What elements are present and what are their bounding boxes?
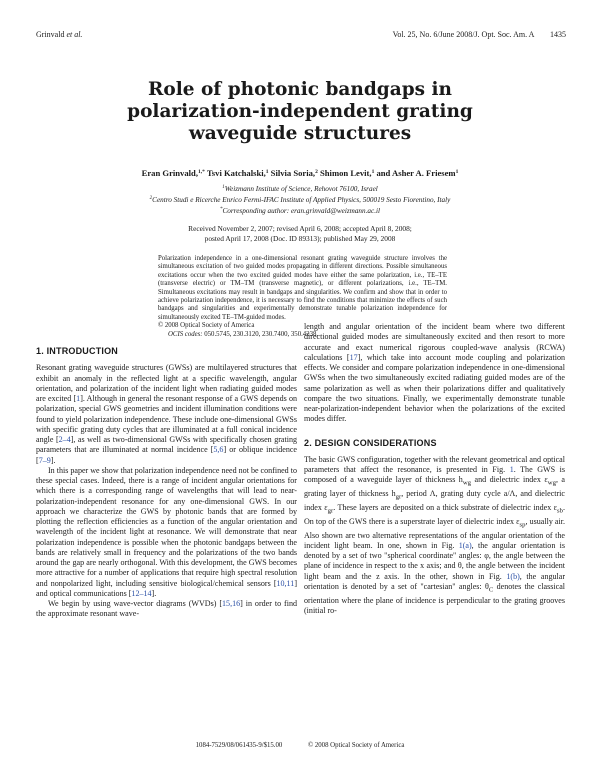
affiliation-line bbox=[0, 194, 600, 205]
paragraph bbox=[304, 455, 565, 617]
ocis-values: 050.5745, 230.3120, 230.7400, 350.4238. bbox=[204, 330, 319, 338]
subscript: wg bbox=[547, 479, 556, 487]
text-run: ]. Although in general the resonant response of a GWS depends on polarization, special GWS geometries and incident illumination conditions were found to yield polarization independence. These include one-dimensional GWSs with specific grating duty cycles that are illuminated at a full conical incidence angle [ bbox=[36, 394, 297, 444]
subscript: sb bbox=[557, 507, 563, 515]
affiliation-text: Centro Studi e Ricerche Enrico Fermi-IFAC Institute of Applied Physics, 500019 Sesto Fiorentino, Italy bbox=[152, 196, 451, 204]
text-run: ]. bbox=[151, 588, 157, 598]
text-run: ] in order to find the approximate resonant wave- bbox=[36, 599, 297, 619]
page-number: 1435 bbox=[550, 30, 566, 39]
text-run: , the angular orientation is denoted by a set of two "spherical coordinate" angles: φ, the angle between the plane of incidence in respect to the x axis; and θ, the angle between the incident light beam and the z axis. In the other, shown in Fig. bbox=[304, 540, 565, 581]
text-run: . These layers are deposited on a thick substrate of dielectric index ε bbox=[333, 502, 558, 512]
ref-link[interactable]: 12–14 bbox=[131, 588, 152, 598]
history-dates bbox=[0, 224, 600, 244]
author-list bbox=[0, 168, 600, 178]
abstract-text: Polarization independence in a one-dimensional resonant grating waveguide structure involves the simultaneous excitation of two guided modes propagating in different directions. Possible simultaneous excitations occur when the two excited guided modes have either the same polarization, i.e., TE–TE (transverse electric) or TM–TM (transverse magnetic), or different polarizations, i.e., TE–TM. Simultaneous excitations may result in bandgaps and singularities. We confirm and show that in order to achieve polarization independence, it is necessary to find the conditions that minimize the effects of such bandgaps and singularities and experimentally demonstrate tunable polarization independence for simultaneously excited TE–TM-guided modes. bbox=[158, 255, 447, 321]
ref-link[interactable]: 10,11 bbox=[276, 578, 295, 588]
paragraph bbox=[36, 599, 297, 620]
author-name: Asher A. Friesem bbox=[392, 168, 456, 178]
title-line: waveguide structures bbox=[188, 123, 412, 144]
text-run: ], as well as two-dimensional GWSs with specifically chosen grating parameters that are illuminated at normal incidence [ bbox=[36, 435, 298, 455]
author-affil-mark: 1,* bbox=[197, 169, 205, 175]
ref-link[interactable]: 7–9 bbox=[38, 455, 51, 465]
author-affil-mark: 1 bbox=[455, 169, 459, 175]
text-run: . The GWS is composed of a waveguide layer of thickness h bbox=[304, 465, 565, 485]
affil-mark: * bbox=[220, 207, 223, 212]
author-name: Shimon Levit, bbox=[320, 168, 372, 178]
footer-copyright: © 2008 Optical Society of America bbox=[308, 742, 405, 749]
ocis-label: OCIS codes: bbox=[168, 330, 203, 338]
dates-line: posted April 17, 2008 (Doc. ID 89313); published May 29, 2008 bbox=[204, 234, 396, 243]
dates-line: Received November 2, 2007; revised April 6, 2008; accepted April 8, 2008; bbox=[188, 224, 412, 233]
running-head-journal bbox=[379, 30, 566, 40]
text-run: and dielectric index ε bbox=[471, 475, 548, 485]
section-heading: 2. DESIGN CONSIDERATIONS bbox=[304, 437, 437, 448]
issn-code: 1084-7529/08/061435-9/$15.00 bbox=[195, 742, 283, 749]
text-run: , a grating layer of thickness h bbox=[304, 475, 565, 499]
running-author: Grinvald bbox=[36, 30, 65, 39]
text-run: , the angular orientation is denoted by a set of "cartesian" angles: θ bbox=[304, 571, 566, 591]
author-conjunction: and bbox=[376, 168, 391, 178]
figure-link[interactable]: 1(b) bbox=[506, 571, 520, 581]
paragraph bbox=[36, 466, 297, 599]
journal-citation: Vol. 25, No. 6/June 2008/J. Opt. Soc. Am. A bbox=[392, 30, 534, 39]
author-affil-mark: 1 bbox=[265, 169, 269, 175]
title-line: polarization-independent grating bbox=[127, 101, 473, 122]
text-run: ] and optical communications [ bbox=[36, 578, 297, 598]
affiliation-text: Weizmann Institute of Science, Rehovot 76100, Israel bbox=[224, 185, 378, 193]
subscript: C bbox=[488, 586, 494, 594]
left-column bbox=[36, 346, 297, 620]
ref-link[interactable]: 15,16 bbox=[222, 599, 241, 608]
corresponding-author: Corresponding author: eran.grinvald@weizmann.ac.il bbox=[222, 207, 380, 215]
article-title bbox=[0, 79, 600, 145]
ref-link[interactable]: 5,6 bbox=[213, 445, 224, 455]
text-run: , period Λ, grating duty cycle a/Λ, and dielectric index ε bbox=[304, 489, 565, 512]
author-affil-mark: 2 bbox=[315, 169, 318, 175]
text-run: We begin by using wave-vector diagrams (WVDs) [ bbox=[48, 599, 223, 608]
author-name: Tsvi Katchalski, bbox=[206, 168, 266, 178]
title-line: Role of photonic bandgaps in bbox=[148, 79, 452, 100]
figure-link[interactable]: 1(a) bbox=[458, 540, 472, 550]
author-name: Silvia Soria, bbox=[270, 168, 316, 178]
text-run: Resonant grating waveguide structures (GWSs) are multilayered structures that exhibit an anomaly in the reflected light at a specific wavelength, angular orientation, and polarization of the incident light when radiating guided modes are excited [ bbox=[36, 363, 297, 403]
subscript: sp bbox=[519, 521, 526, 529]
affiliation-line bbox=[0, 205, 600, 216]
right-column bbox=[304, 322, 565, 616]
affil-mark: 1 bbox=[222, 185, 225, 190]
abstract-copyright: © 2008 Optical Society of America bbox=[158, 322, 255, 330]
text-run: denotes the classical orientation where the plane of incidence is perpendicular to the grating grooves (initial ro- bbox=[304, 581, 566, 616]
text-run: In this paper we show that polarization independence need not be confined to these special cases. Indeed, there is a range of incident angular orientations for which there is a corresponding range of wavelengths that will lead to near-polarization-independent resonance for any one-dimensional GWS. In our approach we characterize the GWS by photonic bands that are formed by plotting the reflection efficiencies as a function of the angular orientation and wavelength of the incident light at resonance. We will demonstrate that near polarization independence is possible when the photonic bandgaps between the bands are relatively small in frequency and the polarizations of the two bands around the gap are nearly orthogonal. With this development, the GWS becomes more attractive for a number of applications that require high spectral resolution and nonpolarized light, including sensitive biological/chemical sensors [ bbox=[36, 465, 297, 588]
paragraph bbox=[36, 363, 297, 466]
text-run: ] or oblique incidence [ bbox=[36, 445, 297, 465]
ref-link[interactable]: 2–4 bbox=[58, 435, 71, 444]
running-head-authors bbox=[36, 30, 82, 40]
ref-link[interactable]: 1 bbox=[76, 394, 81, 403]
ref-link[interactable]: 17 bbox=[349, 352, 358, 362]
text-run: ]. bbox=[50, 455, 56, 465]
page-footer bbox=[0, 742, 600, 749]
subscript: gr bbox=[395, 493, 402, 501]
figure-link[interactable]: 1 bbox=[509, 465, 514, 474]
subscript: wg bbox=[462, 479, 472, 487]
paragraph bbox=[304, 322, 565, 425]
affiliation-line bbox=[0, 183, 600, 194]
subscript: gr bbox=[327, 507, 334, 515]
text-run: length and angular orientation of the incident beam where two different directional guided modes are simultaneously excited and then resort to more accurate and exact numerical rigorous coupled-wave analysis (RCWA) calculations [ bbox=[304, 322, 565, 362]
text-run: The basic GWS configuration, together with the relevant geometrical and optical parameters that affect the resonance, is presented in Fig. bbox=[304, 454, 565, 474]
author-affil-mark: 1 bbox=[371, 169, 375, 175]
section-heading: 1. INTRODUCTION bbox=[36, 346, 119, 356]
text-run: ], which take into account mode coupling and polarization effects. We consider and compare polarization independence in one-dimensional GWSs when the two simultaneously excited radiating guided modes are of the same polarization as well as when their polarizations differ and qualitatively compare the two situations. Finally, we experimentally demonstrate tunable near-polarization-independent behavior when the polarizations of the excited modes differ. bbox=[304, 352, 565, 424]
affiliations bbox=[0, 183, 600, 216]
text-run: . On top of the GWS there is a superstrate layer of dielectric index ε bbox=[304, 502, 565, 526]
affil-mark: 2 bbox=[149, 196, 153, 201]
running-etal: et al. bbox=[66, 30, 83, 39]
author-name: Eran Grinvald, bbox=[141, 168, 198, 178]
text-run: , usually air. Also shown are two alternative representations of the angular orientation of the incident light beam. In one, shown in Fig. bbox=[304, 516, 565, 550]
